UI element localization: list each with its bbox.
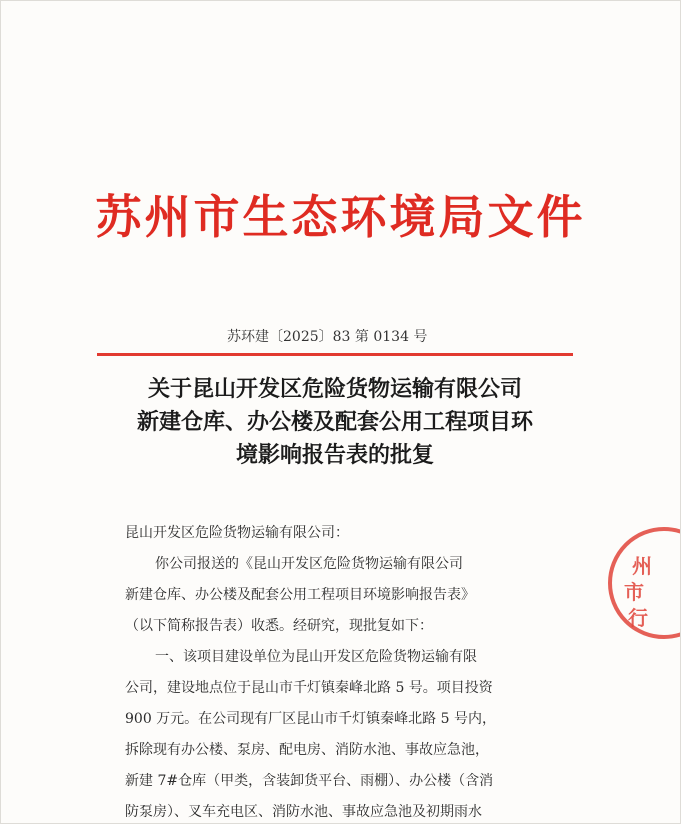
- body-line: 拆除现有办公楼、泵房、配电房、消防水池、事故应急池，: [125, 742, 489, 758]
- subject-line: 境影响报告表的批复: [235, 442, 434, 468]
- body-line: （以下简称报告表）收悉。经研究，现批复如下：: [125, 618, 433, 634]
- red-divider-line: [97, 353, 573, 356]
- body-line: 防泵房）、叉车充电区、消防水池、事故应急池及初期雨水: [125, 804, 482, 820]
- body-line: 你公司报送的《昆山开发区危险货物运输有限公司: [155, 556, 463, 572]
- issuing-authority-title: 苏州市生态环境局文件: [95, 190, 586, 244]
- subject-line: 新建仓库、办公楼及配套公用工程项目环: [136, 409, 533, 435]
- body-line: 一、该项目建设单位为昆山开发区危险货物运输有限: [155, 649, 477, 665]
- body-line: 新建 7#仓库（甲类，含装卸货平台、雨棚）、办公楼（含消: [125, 773, 494, 789]
- document-number: 苏环建〔2025〕83 第 0134 号: [227, 329, 428, 345]
- seal-char: 市: [624, 580, 644, 604]
- document-body: [125, 518, 555, 824]
- seal-char: 行: [628, 606, 648, 630]
- document-subject: [97, 373, 573, 472]
- official-seal-stamp: [604, 523, 681, 643]
- addressee: 昆山开发区危险货物运输有限公司：: [125, 525, 349, 541]
- body-line: 900 万元。在公司现有厂区昆山市千灯镇秦峰北路 5 号内，: [125, 711, 496, 727]
- seal-char: 州: [632, 554, 652, 578]
- subject-line: 关于昆山开发区危险货物运输有限公司: [147, 376, 522, 402]
- body-line: 新建仓库、办公楼及配套公用工程项目环境影响报告表》: [125, 587, 475, 603]
- body-line: 公司，建设地点位于昆山市千灯镇秦峰北路 5 号。项目投资: [125, 680, 493, 696]
